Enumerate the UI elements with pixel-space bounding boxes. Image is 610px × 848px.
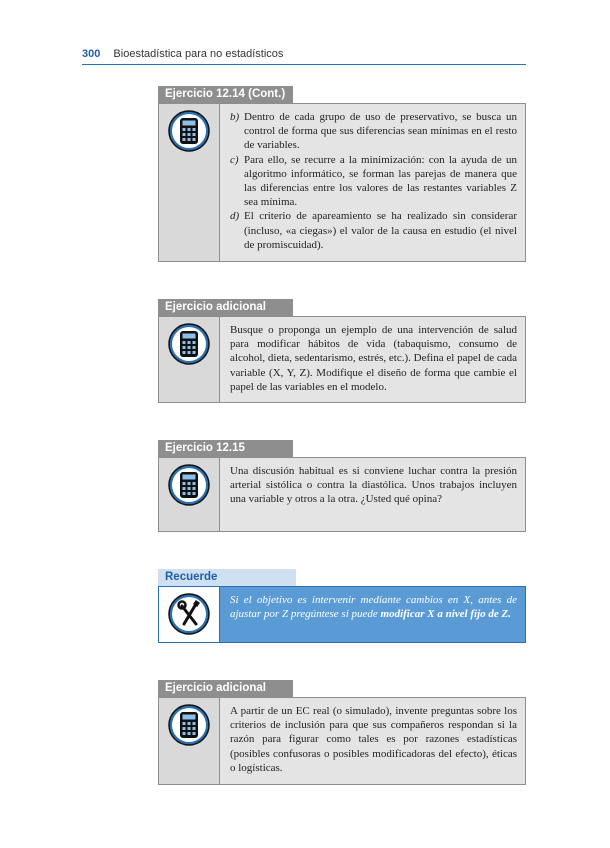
running-title: Bioestadística para no estadísticos: [113, 48, 284, 60]
box-tab: Ejercicio adicional: [158, 680, 293, 697]
box-tab: Ejercicio 12.14 (Cont.): [158, 86, 293, 103]
exercise-box-additional-2: [158, 678, 526, 785]
calculator-icon: [168, 110, 210, 152]
box-text: Una discusión habitual es si conviene luchar contra la presión arterial sistólica o contra la diastólica. Unos trabajos incluyen una variable y otros a la otra. ¿Usted qué opina?: [220, 458, 525, 531]
box-text: Si el objetivo es intervenir mediante cambios en X, antes de ajustar por Z pregúntese si puede modificar X a nivel fijo de Z.: [220, 587, 525, 642]
page-number: 300: [82, 48, 101, 60]
exercise-box-additional-1: [158, 297, 526, 403]
list-item: c) Para ello, se recurre a la minimización: con la ayuda de un algoritmo informático, se forman las parejas de manera que las diferencias entre los valores de las restantes variables Z sea mínima.: [230, 153, 517, 209]
box-text: [220, 104, 525, 261]
exercise-box-12-15: [158, 438, 526, 532]
list-item: d) El criterio de apareamiento se ha realizado sin considerar (incluso, «a ciegas») el valor de la causa en estudio (el nivel de promiscuidad).: [230, 210, 517, 251]
reminder-box: [158, 567, 526, 643]
calculator-icon: [168, 464, 210, 506]
tools-icon: [168, 593, 210, 635]
exercise-box-12-14: [158, 84, 526, 262]
box-text: Busque o proponga un ejemplo de una intervención de salud para modificar hábitos de vida (tabaquismo, consumo de alcohol, dieta, sedentarismo, estrés, etc.). Defina el papel de cada variable (X, Y, Z). Modifique el diseño de forma que cambie el papel de las variables en el modelo.: [220, 317, 525, 402]
box-tab: Ejercicio 12.15: [158, 440, 293, 457]
running-header: [82, 46, 526, 65]
calculator-icon: [168, 704, 210, 746]
box-text: A partir de un EC real (o simulado), invente preguntas sobre los criterios de inclusión para que sus compañeros respondan si la razón para figurar como tales es por razones estadísticas (posibles confusoras o posibles modificadoras del efecto), éticas o logísticas.: [220, 698, 525, 784]
calculator-icon: [168, 323, 210, 365]
list-item: b) Dentro de cada grupo de uso de preservativo, se busca un control de forma que sus diferencias sean mínimas en el resto de variables.: [230, 111, 517, 152]
box-tab: Recuerde: [158, 569, 296, 586]
box-tab: Ejercicio adicional: [158, 299, 293, 316]
